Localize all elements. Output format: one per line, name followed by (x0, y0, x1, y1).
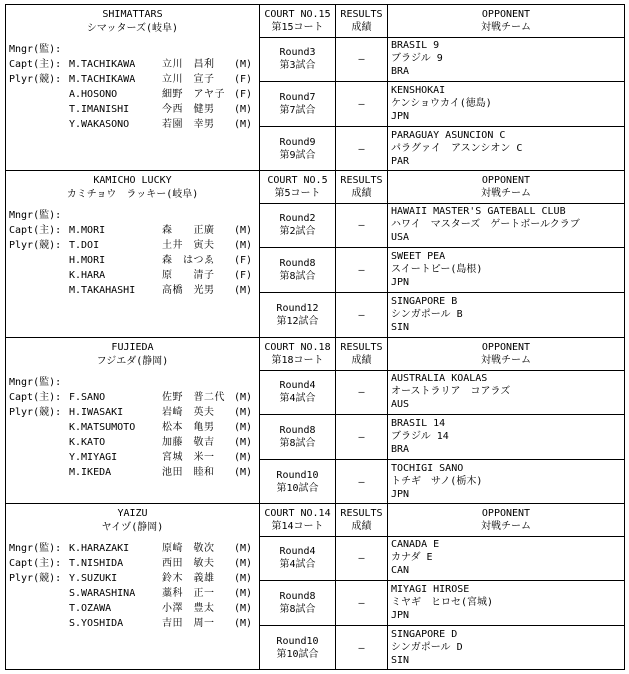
opponent-name-jp: スイートピー(島根) (391, 264, 483, 275)
player-name-kanji: 高橋 光男 (162, 285, 215, 296)
opponent-cell (388, 82, 624, 126)
match-row (260, 127, 624, 170)
opponent-country: JPN (391, 489, 410, 500)
player-name-romaji: S.YOSHIDA (69, 618, 124, 629)
player-name-kanji: 鈴木 義雄 (162, 573, 215, 584)
court-header (260, 338, 336, 370)
match-table (260, 504, 624, 669)
opponent-country: CAN (391, 565, 410, 576)
player-name-kanji: 今西 健男 (162, 104, 215, 115)
court-header (260, 171, 336, 203)
result-cell: — (336, 626, 388, 669)
opponent-name: SINGAPORE B (391, 296, 458, 307)
match-row (260, 536, 624, 581)
round-cell (260, 293, 336, 337)
opponent-name: SINGAPORE D (391, 629, 458, 640)
roster-role: Plyr(競): (9, 573, 62, 584)
results-label-jp: 成績 (351, 22, 372, 33)
opponent-name: AUSTRALIA KOALAS (391, 373, 488, 384)
player-name-romaji: Y.SUZUKI (69, 573, 118, 584)
player-name-romaji: K.KATO (69, 437, 106, 448)
roster-list (9, 208, 259, 298)
team-block (5, 503, 625, 670)
opponent-country: SIN (391, 655, 410, 666)
result-cell: — (336, 37, 388, 81)
court-number-jp: 第14コート (271, 521, 324, 532)
team-block (5, 4, 625, 171)
team-name-en: SHIMATTARS (102, 9, 163, 20)
court-number: COURT NO.5 (267, 175, 328, 186)
player-name-kanji: 立川 宣子 (162, 74, 215, 85)
player-name-romaji: H.MORI (69, 255, 106, 266)
opponent-name-jp: ケンショウカイ(徳島) (391, 98, 492, 109)
opponent-name-jp: パラグァイ アスンシオン C (391, 143, 523, 154)
round-label: Round2 (279, 213, 316, 224)
player-sex: (M) (234, 240, 253, 251)
round-label-jp: 第2試合 (279, 226, 316, 237)
player-name-kanji: 松本 亀男 (162, 422, 215, 433)
round-cell (260, 581, 336, 625)
opponent-name: SWEET PEA (391, 251, 446, 262)
opponent-name-jp: カナダ E (391, 552, 433, 563)
roster-role: Plyr(競): (9, 407, 62, 418)
result-cell: — (336, 82, 388, 126)
match-row (260, 248, 624, 293)
opponent-name: KENSHOKAI (391, 85, 446, 96)
opponent-cell (388, 127, 624, 170)
player-sex: (M) (234, 104, 253, 115)
result-cell: — (336, 203, 388, 247)
team-name (6, 171, 259, 202)
opponent-country: JPN (391, 111, 410, 122)
match-row (260, 370, 624, 415)
round-label-jp: 第10試合 (276, 483, 319, 494)
match-row (260, 581, 624, 626)
round-label: Round12 (276, 303, 319, 314)
roster-role: Mngr(監): (9, 210, 62, 221)
match-table-header (260, 5, 624, 38)
result-cell: — (336, 370, 388, 414)
player-name-kanji: 原 清子 (162, 270, 215, 281)
results-label: RESULTS (340, 175, 383, 186)
match-row (260, 415, 624, 460)
round-label: Round3 (279, 47, 316, 58)
player-sex: (M) (234, 543, 253, 554)
player-name-kanji: 立川 昌利 (162, 59, 215, 70)
team-name-jp: ヤイヅ(静岡) (101, 522, 164, 533)
opponent-label-jp: 対戦チーム (481, 355, 531, 366)
opponent-name: HAWAII MASTER'S GATEBALL CLUB (391, 206, 566, 217)
opponent-label-jp: 対戦チーム (481, 521, 531, 532)
team-name-en: FUJIEDA (111, 342, 154, 353)
roster-row (9, 435, 259, 450)
team-name (6, 338, 259, 369)
roster-role: Plyr(競): (9, 240, 62, 251)
opponent-label: OPPONENT (481, 508, 531, 519)
roster-row (9, 72, 259, 87)
player-sex: (M) (234, 588, 253, 599)
team-name-en: YAIZU (117, 508, 148, 519)
court-number-jp: 第18コート (271, 355, 324, 366)
opponent-name-jp: ブラジル 9 (391, 53, 443, 64)
player-name-kanji: 西田 敏夫 (162, 558, 215, 569)
player-sex: (M) (234, 437, 253, 448)
roster-row (9, 87, 259, 102)
opponent-cell (388, 37, 624, 81)
match-table (260, 171, 624, 337)
roster-row (9, 238, 259, 253)
player-name-kanji: 小澤 豊太 (162, 603, 215, 614)
opponent-name-jp: シンガポール D (391, 642, 463, 653)
opponent-cell (388, 248, 624, 292)
results-header (336, 504, 388, 536)
court-header (260, 504, 336, 536)
roster-role: Mngr(監): (9, 44, 62, 55)
roster-row (9, 283, 259, 298)
round-label: Round7 (279, 92, 316, 103)
result-cell: — (336, 415, 388, 459)
player-name-kanji: 宮城 米一 (162, 452, 215, 463)
court-header (260, 5, 336, 37)
round-label-jp: 第12試合 (276, 316, 319, 327)
round-label: Round10 (276, 470, 319, 481)
player-sex: (F) (234, 74, 253, 85)
opponent-label: OPPONENT (481, 342, 531, 353)
roster-row (9, 253, 259, 268)
player-name-romaji: K.HARA (69, 270, 106, 281)
results-label-jp: 成績 (351, 521, 372, 532)
results-header (336, 338, 388, 370)
player-sex: (M) (234, 59, 253, 70)
player-name-romaji: M.MORI (69, 225, 106, 236)
round-cell (260, 82, 336, 126)
player-name-kanji: 森 はつゑ (162, 255, 215, 266)
opponent-cell (388, 293, 624, 337)
player-sex: (M) (234, 603, 253, 614)
roster-row (9, 117, 259, 132)
roster-list (9, 541, 259, 631)
player-name-kanji: 土井 寅夫 (162, 240, 215, 251)
round-cell (260, 536, 336, 580)
result-cell: — (336, 127, 388, 170)
opponent-cell (388, 203, 624, 247)
opponent-label: OPPONENT (481, 9, 531, 20)
opponent-header (388, 5, 624, 37)
results-label: RESULTS (340, 508, 383, 519)
round-cell (260, 626, 336, 669)
opponent-label-jp: 対戦チーム (481, 22, 531, 33)
player-sex: (M) (234, 392, 253, 403)
opponent-header (388, 338, 624, 370)
team-block (5, 337, 625, 504)
player-name-kanji: 吉田 周一 (162, 618, 215, 629)
player-sex: (M) (234, 225, 253, 236)
round-cell (260, 127, 336, 170)
player-name-romaji: Y.MIYAGI (69, 452, 118, 463)
player-name-kanji: 佐野 普二代 (162, 392, 225, 403)
roster-row (9, 57, 259, 72)
player-name-romaji: T.NISHIDA (69, 558, 124, 569)
round-cell (260, 415, 336, 459)
roster-row (9, 268, 259, 283)
player-sex: (M) (234, 407, 253, 418)
player-name-romaji: K.MATSUMOTO (69, 422, 136, 433)
round-label-jp: 第4試合 (279, 393, 316, 404)
player-sex: (M) (234, 467, 253, 478)
results-label: RESULTS (340, 342, 383, 353)
match-row (260, 37, 624, 82)
player-name-romaji: M.TACHIKAWA (69, 59, 136, 70)
team-info (6, 338, 260, 503)
result-cell: — (336, 293, 388, 337)
roster-role: Mngr(監): (9, 377, 62, 388)
roster-list (9, 375, 259, 480)
player-name-romaji: K.HARAZAKI (69, 543, 130, 554)
opponent-country: JPN (391, 277, 410, 288)
player-name-romaji: S.WARASHINA (69, 588, 136, 599)
round-label-jp: 第7試合 (279, 105, 316, 116)
opponent-name: BRASIL 14 (391, 418, 446, 429)
team-name-jp: フジエダ(静岡) (96, 356, 169, 367)
opponent-name: CANADA E (391, 539, 440, 550)
round-cell (260, 37, 336, 81)
opponent-header (388, 504, 624, 536)
match-table-header (260, 504, 624, 537)
round-label-jp: 第3試合 (279, 60, 316, 71)
player-sex: (M) (234, 573, 253, 584)
player-name-romaji: T.DOI (69, 240, 100, 251)
roster-row (9, 465, 259, 480)
roster-role: Capt(主): (9, 225, 62, 236)
opponent-cell (388, 415, 624, 459)
player-name-romaji: T.IMANISHI (69, 104, 130, 115)
roster-row (9, 223, 259, 238)
round-label-jp: 第8試合 (279, 604, 316, 615)
results-header (336, 5, 388, 37)
round-label: Round8 (279, 591, 316, 602)
result-cell: — (336, 536, 388, 580)
opponent-country: BRA (391, 66, 410, 77)
opponent-cell (388, 626, 624, 669)
roster-row (9, 556, 259, 571)
results-label: RESULTS (340, 9, 383, 20)
player-sex: (M) (234, 618, 253, 629)
player-name-kanji: 池田 睦和 (162, 467, 215, 478)
player-name-kanji: 細野 アヤ子 (162, 89, 225, 100)
team-name-en: KAMICHO LUCKY (93, 175, 172, 186)
round-label-jp: 第10試合 (276, 649, 319, 660)
opponent-header (388, 171, 624, 203)
roster-role: Capt(主): (9, 392, 62, 403)
player-name-romaji: M.IKEDA (69, 467, 112, 478)
player-sex: (F) (234, 255, 253, 266)
round-label-jp: 第8試合 (279, 271, 316, 282)
match-table (260, 5, 624, 170)
opponent-name: TOCHIGI SANO (391, 463, 464, 474)
results-label-jp: 成績 (351, 355, 372, 366)
player-name-romaji: A.HOSONO (69, 89, 118, 100)
match-table (260, 338, 624, 503)
opponent-name-jp: ミヤギ ヒロセ(宮城) (391, 597, 494, 608)
result-cell: — (336, 581, 388, 625)
player-name-romaji: Y.WAKASONO (69, 119, 130, 130)
opponent-name-jp: オーストラリア コアラズ (391, 386, 511, 397)
player-sex: (M) (234, 422, 253, 433)
match-row (260, 82, 624, 127)
round-label: Round8 (279, 425, 316, 436)
results-label-jp: 成績 (351, 188, 372, 199)
player-name-kanji: 加藤 敬吉 (162, 437, 215, 448)
opponent-cell (388, 581, 624, 625)
round-label: Round8 (279, 258, 316, 269)
roster-row (9, 375, 259, 390)
team-block (5, 170, 625, 338)
opponent-country: SIN (391, 322, 410, 333)
team-name (6, 5, 259, 36)
opponent-name: BRASIL 9 (391, 40, 440, 51)
roster-row (9, 390, 259, 405)
player-name-kanji: 若園 幸男 (162, 119, 215, 130)
opponent-country: USA (391, 232, 410, 243)
roster-row (9, 616, 259, 631)
opponent-country: JPN (391, 610, 410, 621)
round-label-jp: 第8試合 (279, 438, 316, 449)
court-number: COURT NO.15 (264, 9, 331, 20)
results-header (336, 171, 388, 203)
roster-list (9, 42, 259, 132)
opponent-label-jp: 対戦チーム (481, 188, 531, 199)
roster-row (9, 420, 259, 435)
result-cell: — (336, 248, 388, 292)
opponent-cell (388, 370, 624, 414)
roster-row (9, 601, 259, 616)
round-label: Round9 (279, 137, 316, 148)
round-label: Round10 (276, 636, 319, 647)
player-name-kanji: 岩崎 英夫 (162, 407, 215, 418)
player-name-romaji: M.TAKAHASHI (69, 285, 136, 296)
roster-row (9, 586, 259, 601)
player-sex: (F) (234, 270, 253, 281)
opponent-cell (388, 460, 624, 503)
match-row (260, 293, 624, 337)
player-name-kanji: 原崎 敬次 (162, 543, 215, 554)
match-row (260, 626, 624, 669)
team-name (6, 504, 259, 535)
round-cell (260, 370, 336, 414)
court-number: COURT NO.14 (264, 508, 331, 519)
team-name-jp: シマッターズ(岐阜) (86, 23, 179, 34)
result-cell: — (336, 460, 388, 503)
court-number-jp: 第5コート (274, 188, 321, 199)
roster-row (9, 208, 259, 223)
team-info (6, 504, 260, 669)
opponent-name-jp: ブラジル 14 (391, 431, 449, 442)
roster-role: Capt(主): (9, 59, 62, 70)
player-name-romaji: M.TACHIKAWA (69, 74, 136, 85)
match-row (260, 203, 624, 248)
player-name-romaji: H.IWASAKI (69, 407, 124, 418)
player-sex: (M) (234, 285, 253, 296)
round-label: Round4 (279, 380, 316, 391)
opponent-name: PARAGUAY ASUNCION C (391, 130, 506, 141)
team-info (6, 171, 260, 337)
player-sex: (M) (234, 452, 253, 463)
round-cell (260, 460, 336, 503)
team-name-jp: カミチョウ ラッキー(岐阜) (66, 189, 199, 200)
player-sex: (F) (234, 89, 253, 100)
team-info (6, 5, 260, 170)
roster-role: Capt(主): (9, 558, 62, 569)
roster-row (9, 450, 259, 465)
court-number-jp: 第15コート (271, 22, 324, 33)
player-name-romaji: T.OZAWA (69, 603, 112, 614)
opponent-country: PAR (391, 156, 410, 167)
player-name-kanji: 森 正廣 (162, 225, 215, 236)
opponent-name-jp: トチギ サノ(栃木) (391, 476, 483, 487)
round-cell (260, 248, 336, 292)
match-table-header (260, 171, 624, 204)
opponent-cell (388, 536, 624, 580)
round-label: Round4 (279, 546, 316, 557)
roster-row (9, 102, 259, 117)
round-label-jp: 第9試合 (279, 150, 316, 161)
roster-role: Mngr(監): (9, 543, 62, 554)
opponent-country: BRA (391, 444, 410, 455)
roster-row (9, 541, 259, 556)
opponent-name-jp: ハワイ マスターズ ゲートボールクラブ (391, 219, 580, 230)
player-sex: (M) (234, 119, 253, 130)
round-cell (260, 203, 336, 247)
round-label-jp: 第4試合 (279, 559, 316, 570)
opponent-country: AUS (391, 399, 410, 410)
roster-row (9, 42, 259, 57)
court-number: COURT NO.18 (264, 342, 331, 353)
opponent-name-jp: シンガポール B (391, 309, 463, 320)
roster-role: Plyr(競): (9, 74, 62, 85)
player-sex: (M) (234, 558, 253, 569)
player-name-kanji: 藁科 正一 (162, 588, 215, 599)
player-name-romaji: F.SANO (69, 392, 106, 403)
opponent-label: OPPONENT (481, 175, 531, 186)
roster-row (9, 405, 259, 420)
match-table-header (260, 338, 624, 371)
opponent-name: MIYAGI HIROSE (391, 584, 470, 595)
match-row (260, 460, 624, 503)
roster-row (9, 571, 259, 586)
